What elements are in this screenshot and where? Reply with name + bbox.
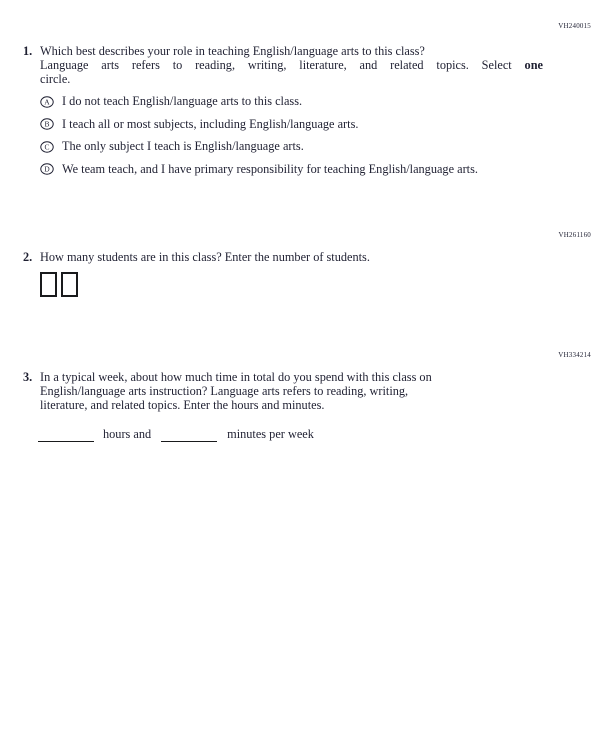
question-1-text-line-1: Which best describes your role in teaching English/language arts to this class? (40, 44, 425, 58)
time-per-week-answer-line (38, 427, 314, 442)
question-1-text-line-3: circle. (40, 72, 71, 86)
answer-circle-b-icon[interactable] (40, 118, 54, 130)
minutes-input-blank[interactable] (161, 427, 217, 442)
students-digit-box-2[interactable] (61, 272, 78, 297)
option-d[interactable] (40, 163, 478, 177)
question-3-number: 3. (23, 370, 33, 384)
option-a[interactable] (40, 95, 478, 109)
question-2 (23, 250, 370, 264)
minutes-label: minutes per week (227, 427, 314, 441)
question-3-text-line-3: literature, and related topics. Enter the hours and minutes. (40, 398, 325, 412)
option-c-label: The only subject I teach is English/language arts. (62, 139, 304, 154)
question-3-text-line-1: In a typical week, about how much time in total do you spend with this class on (40, 370, 432, 384)
question-3-code: VH334214 (558, 351, 591, 359)
question-1-text-line-2 (40, 58, 543, 72)
question-3 (23, 370, 432, 412)
question-1-options (40, 95, 478, 185)
question-1-text-line-2-normal: Language arts refers to reading, writing, literature, and related topics. Select (40, 58, 525, 72)
answer-circle-c-icon[interactable] (40, 141, 54, 153)
question-2-text (40, 250, 370, 264)
answer-circle-d-icon[interactable] (40, 163, 54, 175)
option-a-label: I do not teach English/language arts to this class. (62, 94, 303, 109)
question-1-code: VH240015 (558, 22, 591, 30)
students-digit-box-1[interactable] (40, 272, 57, 297)
hours-input-blank[interactable] (38, 427, 94, 442)
answer-circle-a-icon[interactable] (40, 96, 54, 108)
option-b-label: I teach all or most subjects, including English/language arts. (62, 116, 359, 131)
option-b[interactable] (40, 118, 478, 132)
question-2-code: VH261160 (558, 231, 591, 239)
question-3-text (40, 370, 432, 412)
option-c[interactable] (40, 140, 478, 154)
svg-text:B: B (44, 119, 50, 129)
question-3-text-line-2: English/language arts instruction? Language arts refers to reading, writing, (40, 384, 409, 398)
question-1-text (40, 44, 543, 86)
question-1 (23, 44, 543, 86)
svg-text:D: D (44, 164, 50, 174)
question-2-text-line-1: How many students are in this class? Enter the number of students. (40, 250, 370, 264)
question-1-number: 1. (23, 44, 33, 58)
svg-text:C: C (44, 142, 50, 152)
option-d-label: We team teach, and I have primary responsibility for teaching English/language arts. (62, 161, 478, 176)
students-count-input (40, 272, 78, 297)
question-2-number: 2. (23, 250, 33, 264)
svg-text:A: A (44, 97, 50, 107)
question-1-text-line-2-bold: one (524, 58, 543, 72)
hours-label: hours and (103, 427, 152, 441)
